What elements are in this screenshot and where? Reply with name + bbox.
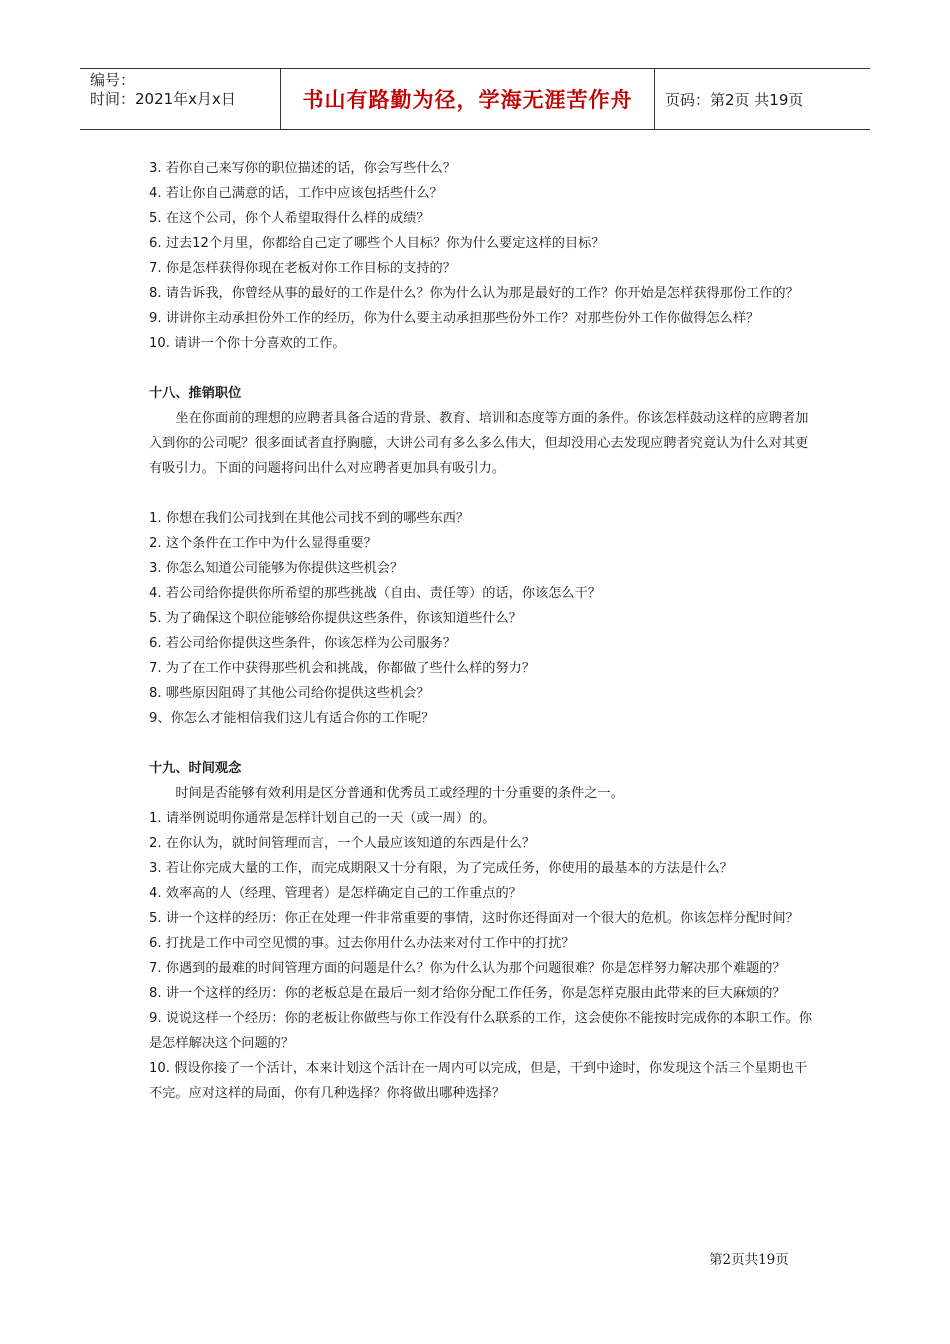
list-item: 7. 你遇到的最难的时间管理方面的问题是什么？你为什么认为那个问题很难？你是怎样努力解决那个难题的？ xyxy=(149,961,786,976)
list-item: 4. 效率高的人（经理、管理者）是怎样确定自己的工作重点的？ xyxy=(149,886,522,901)
page-header xyxy=(80,68,870,130)
page-footer: 第2页共19页 xyxy=(709,1252,789,1268)
motto: 书山有路勤为径，学海无涯苦作舟 xyxy=(302,88,633,112)
list-item: 5. 在这个公司，你个人希望取得什么样的成绩？ xyxy=(149,211,430,226)
list-item: 4. 若公司给你提供你所希望的那些挑战（自由、责任等）的话，你该怎么干？ xyxy=(149,586,601,601)
list-item: 9. 说说这样一个经历：你的老板让你做些与你工作没有什么联系的工作，这会使你不能按时完成你的本职工作。你是怎样解决这个问题的？ xyxy=(149,1011,812,1051)
list-item: 8. 请告诉我，你曾经从事的最好的工作是什么？你为什么认为那是最好的工作？你开始是怎样获得那份工作的？ xyxy=(149,286,799,301)
section-intro: 时间是否能够有效利用是区分普通和优秀员工或经理的十分重要的条件之一。 xyxy=(175,786,624,801)
document-date: 时间：2021年x月x日 xyxy=(90,90,236,108)
list-item: 4. 若让你自己满意的话，工作中应该包括些什么？ xyxy=(149,186,443,201)
list-item: 5. 讲一个这样的经历：你正在处理一件非常重要的事情，这时你还得面对一个很大的危机。你该怎样分配时间？ xyxy=(149,911,799,926)
header-meta xyxy=(80,69,281,129)
list-item: 1. 请举例说明你通常是怎样计划自己的一天（或一周）的。 xyxy=(149,811,496,826)
section-heading: 十八、推销职位 xyxy=(149,386,242,401)
header-motto-cell xyxy=(281,69,655,129)
section-heading: 十九、时间观念 xyxy=(149,761,242,776)
list-item: 1. 你想在我们公司找到在其他公司找不到的哪些东西？ xyxy=(149,511,470,526)
list-item: 7. 你是怎样获得你现在老板对你工作目标的支持的？ xyxy=(149,261,456,276)
list-item: 6. 打扰是工作中司空见惯的事。过去你用什么办法来对付工作中的打扰？ xyxy=(149,936,575,951)
list-item: 6. 过去12个月里，你都给自己定了哪些个人目标？你为什么要定这样的目标？ xyxy=(149,236,605,251)
list-item: 9、你怎么才能相信我们这儿有适合你的工作呢？ xyxy=(149,711,435,726)
list-item: 8. 讲一个这样的经历：你的老板总是在最后一刻才给你分配工作任务，你是怎样克服由此带来的巨大麻烦的？ xyxy=(149,986,786,1001)
list-item: 10. 请讲一个你十分喜欢的工作。 xyxy=(149,336,346,351)
section-intro: 坐在你面前的理想的应聘者具备合适的背景、教育、培训和态度等方面的条件。你该怎样鼓动这样的应聘者加入到你的公司呢？很多面试者直抒胸臆，大讲公司有多么多么伟大，但却没用心去发现应聘者究竟认为什么对其更有吸引力。下面的问题将问出什么对应聘者更加具有吸引力。 xyxy=(149,411,809,476)
list-item: 3. 若你自己来写你的职位描述的话，你会写些什么？ xyxy=(149,161,456,176)
list-item: 8. 哪些原因阻碍了其他公司给你提供这些机会？ xyxy=(149,686,430,701)
list-item: 7. 为了在工作中获得那些机会和挑战，你都做了些什么样的努力？ xyxy=(149,661,536,676)
list-item: 5. 为了确保这个职位能够给你提供这些条件，你该知道些什么？ xyxy=(149,611,522,626)
list-item: 3. 若让你完成大量的工作，而完成期限又十分有限，为了完成任务，你使用的最基本的方法是什么？ xyxy=(149,861,733,876)
header-page-cell xyxy=(655,69,870,129)
list-item: 9. 讲讲你主动承担份外工作的经历，你为什么要主动承担那些份外工作？对那些份外工作你做得怎么样？ xyxy=(149,311,760,326)
list-item: 10. 假设你接了一个活计，本来计划这个活计在一周内可以完成，但是，干到中途时，你发现这个活三个星期也干不完。应对这样的局面，你有几种选择？你将做出哪种选择？ xyxy=(149,1061,808,1101)
document-number: 编号： xyxy=(90,71,136,89)
list-item: 2. 这个条件在工作中为什么显得重要？ xyxy=(149,536,377,551)
header-page-number: 页码：第2页 共19页 xyxy=(665,90,804,109)
list-item: 2. 在你认为，就时间管理而言，一个人最应该知道的东西是什么？ xyxy=(149,836,536,851)
list-item: 6. 若公司给你提供这些条件，你该怎样为公司服务？ xyxy=(149,636,456,651)
document-body xyxy=(149,156,814,1106)
list-item: 3. 你怎么知道公司能够为你提供这些机会？ xyxy=(149,561,404,576)
